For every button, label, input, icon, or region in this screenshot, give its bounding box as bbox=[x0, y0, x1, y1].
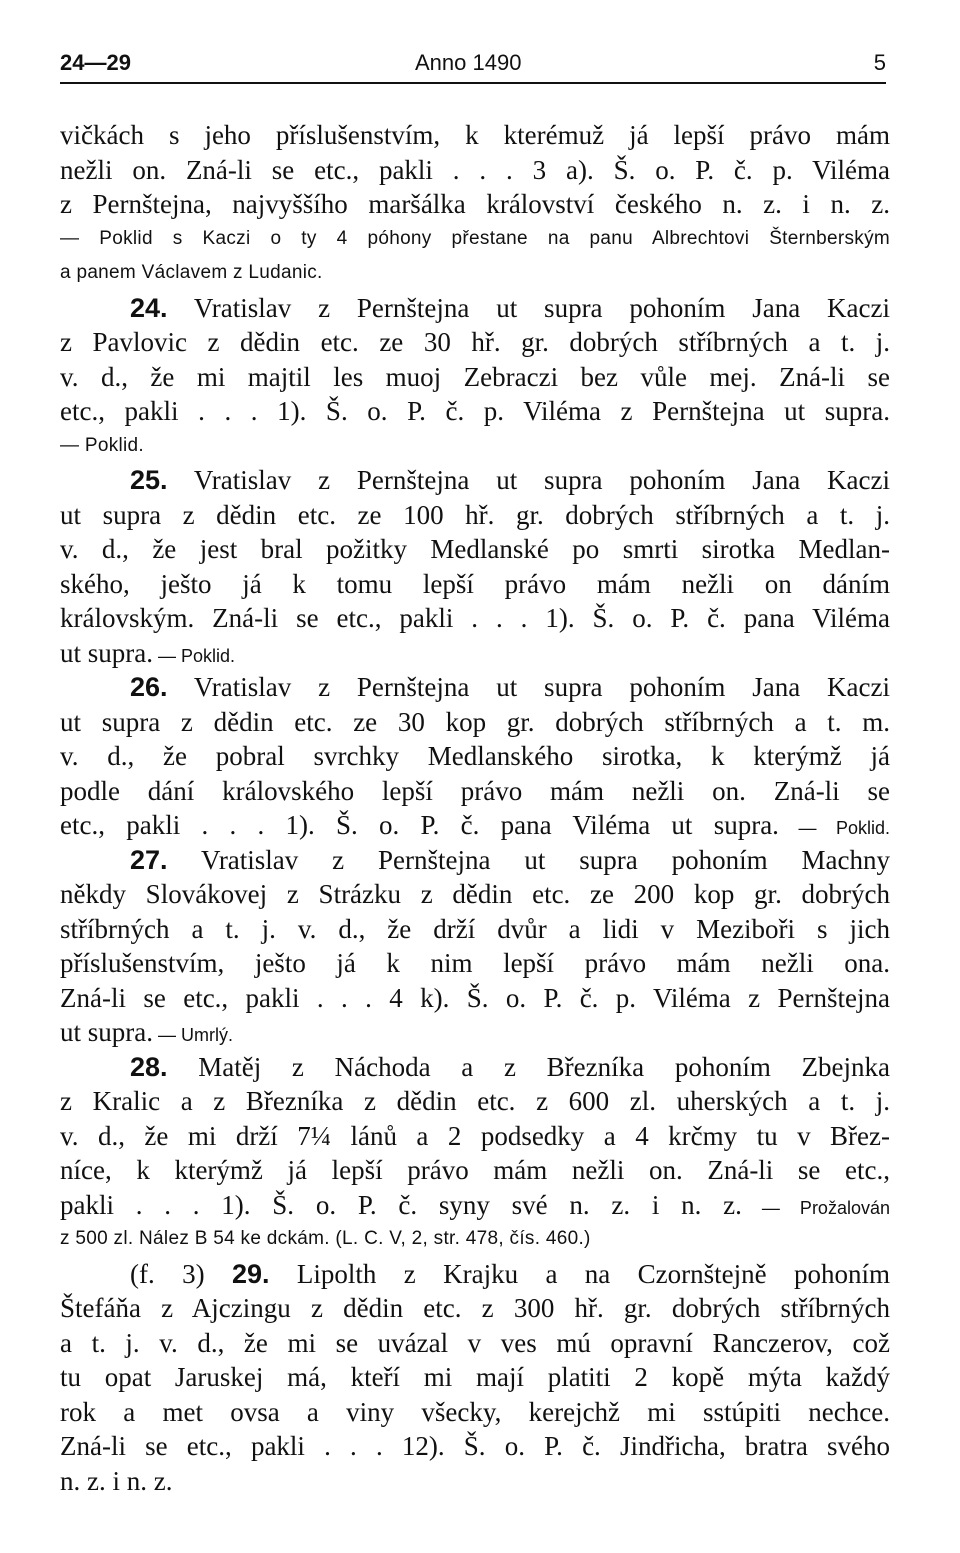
text-line bbox=[60, 1084, 890, 1119]
line-text: vičkách s jeho příslušenstvím, k kterémuž já lepší právo mám bbox=[60, 120, 890, 150]
line-text: etc., pakli . . . 1). Š. o. P. č. p. Viléma z Pernštejna ut supra. bbox=[60, 396, 890, 426]
line-text: pakli . . . 1). Š. o. P. č. syny své n. z. i n. z. bbox=[60, 1189, 742, 1220]
line-text: — Poklid. bbox=[60, 434, 145, 456]
year-title: Anno 1490 bbox=[415, 50, 522, 75]
line-text: Lipolth z Krajku a na Czornštejně pohoním bbox=[269, 1258, 890, 1289]
text-line bbox=[60, 1429, 890, 1464]
annotation-note: — Poklid. bbox=[152, 645, 236, 666]
line-text: Vratislav z Pernštejna ut supra pohoním Jana Kaczi bbox=[167, 672, 890, 702]
text-line bbox=[60, 498, 890, 533]
entry-number: 26. bbox=[130, 672, 168, 702]
line-text: ut supra z dědin etc. ze 30 kop gr. dobrých stříbrných a t. m. bbox=[60, 706, 890, 737]
text-line bbox=[60, 187, 890, 222]
line-text: podle dání královského lepší právo mám nežli on. Zná-li se bbox=[60, 775, 890, 806]
text-line bbox=[60, 153, 890, 188]
text-line bbox=[60, 946, 890, 981]
text-line bbox=[60, 1360, 890, 1395]
folio-marker: (f. 3) bbox=[130, 1258, 232, 1289]
entry-start-line bbox=[60, 670, 890, 705]
annotation-note: — Prožalován bbox=[741, 1197, 890, 1218]
entry-start-line bbox=[60, 291, 890, 326]
line-text: stříbrných a t. j. v. d., že drží dvůr a lidi v Meziboři s jich bbox=[60, 913, 890, 944]
text-line bbox=[60, 601, 890, 636]
text-line bbox=[60, 636, 890, 671]
text-line bbox=[60, 1291, 890, 1326]
line-text: nežli on. Zná-li se etc., pakli . . . 3 a). Š. o. P. č. p. Viléma bbox=[60, 154, 890, 185]
line-text: z Pavlovic z dědin etc. ze 30 hř. gr. dobrých stříbrných a t. j. bbox=[60, 327, 890, 357]
entry-number: 25. bbox=[130, 465, 168, 495]
entry-number: 28. bbox=[130, 1051, 168, 1082]
line-text: tu opat Jaruskej má, kteří mi mají platiti 2 kopě mýta každý bbox=[60, 1362, 890, 1392]
text-line bbox=[60, 325, 890, 360]
line-text: z 500 zl. Nález B 54 ke dckám. (L. C. V, 2, str. 478, čís. 460.) bbox=[60, 1228, 591, 1249]
entry-range: 24—29 bbox=[60, 50, 131, 75]
text-line bbox=[60, 1395, 890, 1430]
text-line bbox=[60, 1222, 890, 1257]
text-line bbox=[60, 808, 890, 843]
entry-number: 24. bbox=[130, 292, 168, 323]
text-line bbox=[60, 1153, 890, 1188]
entry-start-line bbox=[60, 843, 890, 878]
text-line bbox=[60, 222, 890, 257]
line-text: ut supra z dědin etc. ze 100 hř. gr. dobrých stříbrných a t. j. bbox=[60, 499, 890, 530]
text-line bbox=[60, 360, 890, 395]
line-text: a panem Václavem z Ludanic. bbox=[60, 262, 323, 283]
text-line bbox=[60, 912, 890, 947]
page-number: 5 bbox=[873, 50, 886, 75]
annotation-note: — Poklid. bbox=[778, 818, 890, 838]
annotation-note: — Umrlý. bbox=[152, 1025, 233, 1045]
text-line bbox=[60, 118, 890, 153]
line-text: někdy Slovákovej z Strázku z dědin etc. ze 200 kop gr. dobrých bbox=[60, 879, 890, 909]
line-text: Zná-li se etc., pakli . . . 12). Š. o. P. č. Jindřicha, bratra svého bbox=[60, 1431, 890, 1461]
line-text: v. d., že mi majtil les muoj Zebraczi bez vůle mej. Zná-li se bbox=[60, 361, 890, 392]
text-line bbox=[60, 739, 890, 774]
line-text: n. z. i n. z. bbox=[60, 1465, 173, 1496]
line-text: ut supra. bbox=[60, 1017, 153, 1047]
text-line bbox=[60, 877, 890, 912]
text-line bbox=[60, 1464, 890, 1499]
line-text: z Kralic a z Březníka z dědin etc. z 600 zl. uherských a t. j. bbox=[60, 1086, 890, 1116]
line-text: rok a met ovsa a viny všecky, kerejchž mi sstúpiti nechce. bbox=[60, 1396, 890, 1427]
text-line bbox=[60, 532, 890, 567]
line-text: příslušenstvím, ješto já k nim lepší právo mám nežli ona. bbox=[60, 948, 890, 978]
line-text: v. d., že jest bral požitky Medlanské po smrti sirotka Medlan- bbox=[60, 534, 890, 564]
text-line bbox=[60, 256, 890, 291]
running-header bbox=[60, 48, 886, 84]
line-text: ut supra. bbox=[60, 637, 153, 668]
entry-start-line bbox=[60, 1050, 890, 1085]
line-text: Vratislav z Pernštejna ut supra pohoním Jana Kaczi bbox=[167, 292, 890, 323]
text-line bbox=[60, 1015, 890, 1050]
line-text: v. d., že pobral svrchky Medlanského sirotka, k kterýmž já bbox=[60, 741, 890, 771]
text-line bbox=[60, 1326, 890, 1361]
line-text: královským. Zná-li se etc., pakli . . . 1). Š. o. P. č. pana Viléma bbox=[60, 603, 890, 633]
text-line bbox=[60, 567, 890, 602]
entry-start-line bbox=[60, 1257, 890, 1292]
line-text: Matěj z Náchoda a z Březníka pohoním Zbejnka bbox=[167, 1051, 890, 1082]
text-line bbox=[60, 429, 890, 464]
line-text: Vratislav z Pernštejna ut supra pohoním Machny bbox=[167, 844, 890, 875]
entry-number: 27. bbox=[130, 844, 168, 875]
text-line bbox=[60, 394, 890, 429]
line-text: Vratislav z Pernštejna ut supra pohoním Jana Kaczi bbox=[167, 465, 890, 495]
line-text: Štefáňa z Ajczingu z dědin etc. z 300 hř. gr. dobrých stříbrných bbox=[60, 1293, 890, 1323]
line-text: níce, k kterýmž já lepší právo mám nežli on. Zná-li se etc., bbox=[60, 1155, 890, 1185]
line-text: ského, ješto já k tomu lepší právo mám nežli on dáním bbox=[60, 568, 890, 599]
line-text: — Poklid s Kaczi o ty 4 póhony přestane na panu Albrechtovi Šternberským bbox=[60, 227, 890, 249]
text-line bbox=[60, 1188, 890, 1223]
entry-number: 29. bbox=[231, 1258, 270, 1289]
text-line bbox=[60, 705, 890, 740]
line-text: z Pernštejna, najvyššího maršálka království českého n. z. i n. z. bbox=[60, 189, 890, 219]
line-text: Zná-li se etc., pakli . . . 4 k). Š. o. P. č. p. Viléma z Pernštejna bbox=[60, 982, 890, 1013]
text-line bbox=[60, 1119, 890, 1154]
text-line bbox=[60, 774, 890, 809]
text-line bbox=[60, 981, 890, 1016]
line-text: a t. j. v. d., že mi se uvázal v ves mú opravní Ranczerov, což bbox=[60, 1327, 890, 1358]
line-text: v. d., že mi drží 7¼ lánů a 2 podsedky a 4 krčmy tu v Břez- bbox=[60, 1120, 890, 1151]
line-text: etc., pakli . . . 1). Š. o. P. č. pana Viléma ut supra. bbox=[60, 810, 779, 840]
document-body bbox=[60, 118, 890, 1498]
entry-start-line bbox=[60, 463, 890, 498]
